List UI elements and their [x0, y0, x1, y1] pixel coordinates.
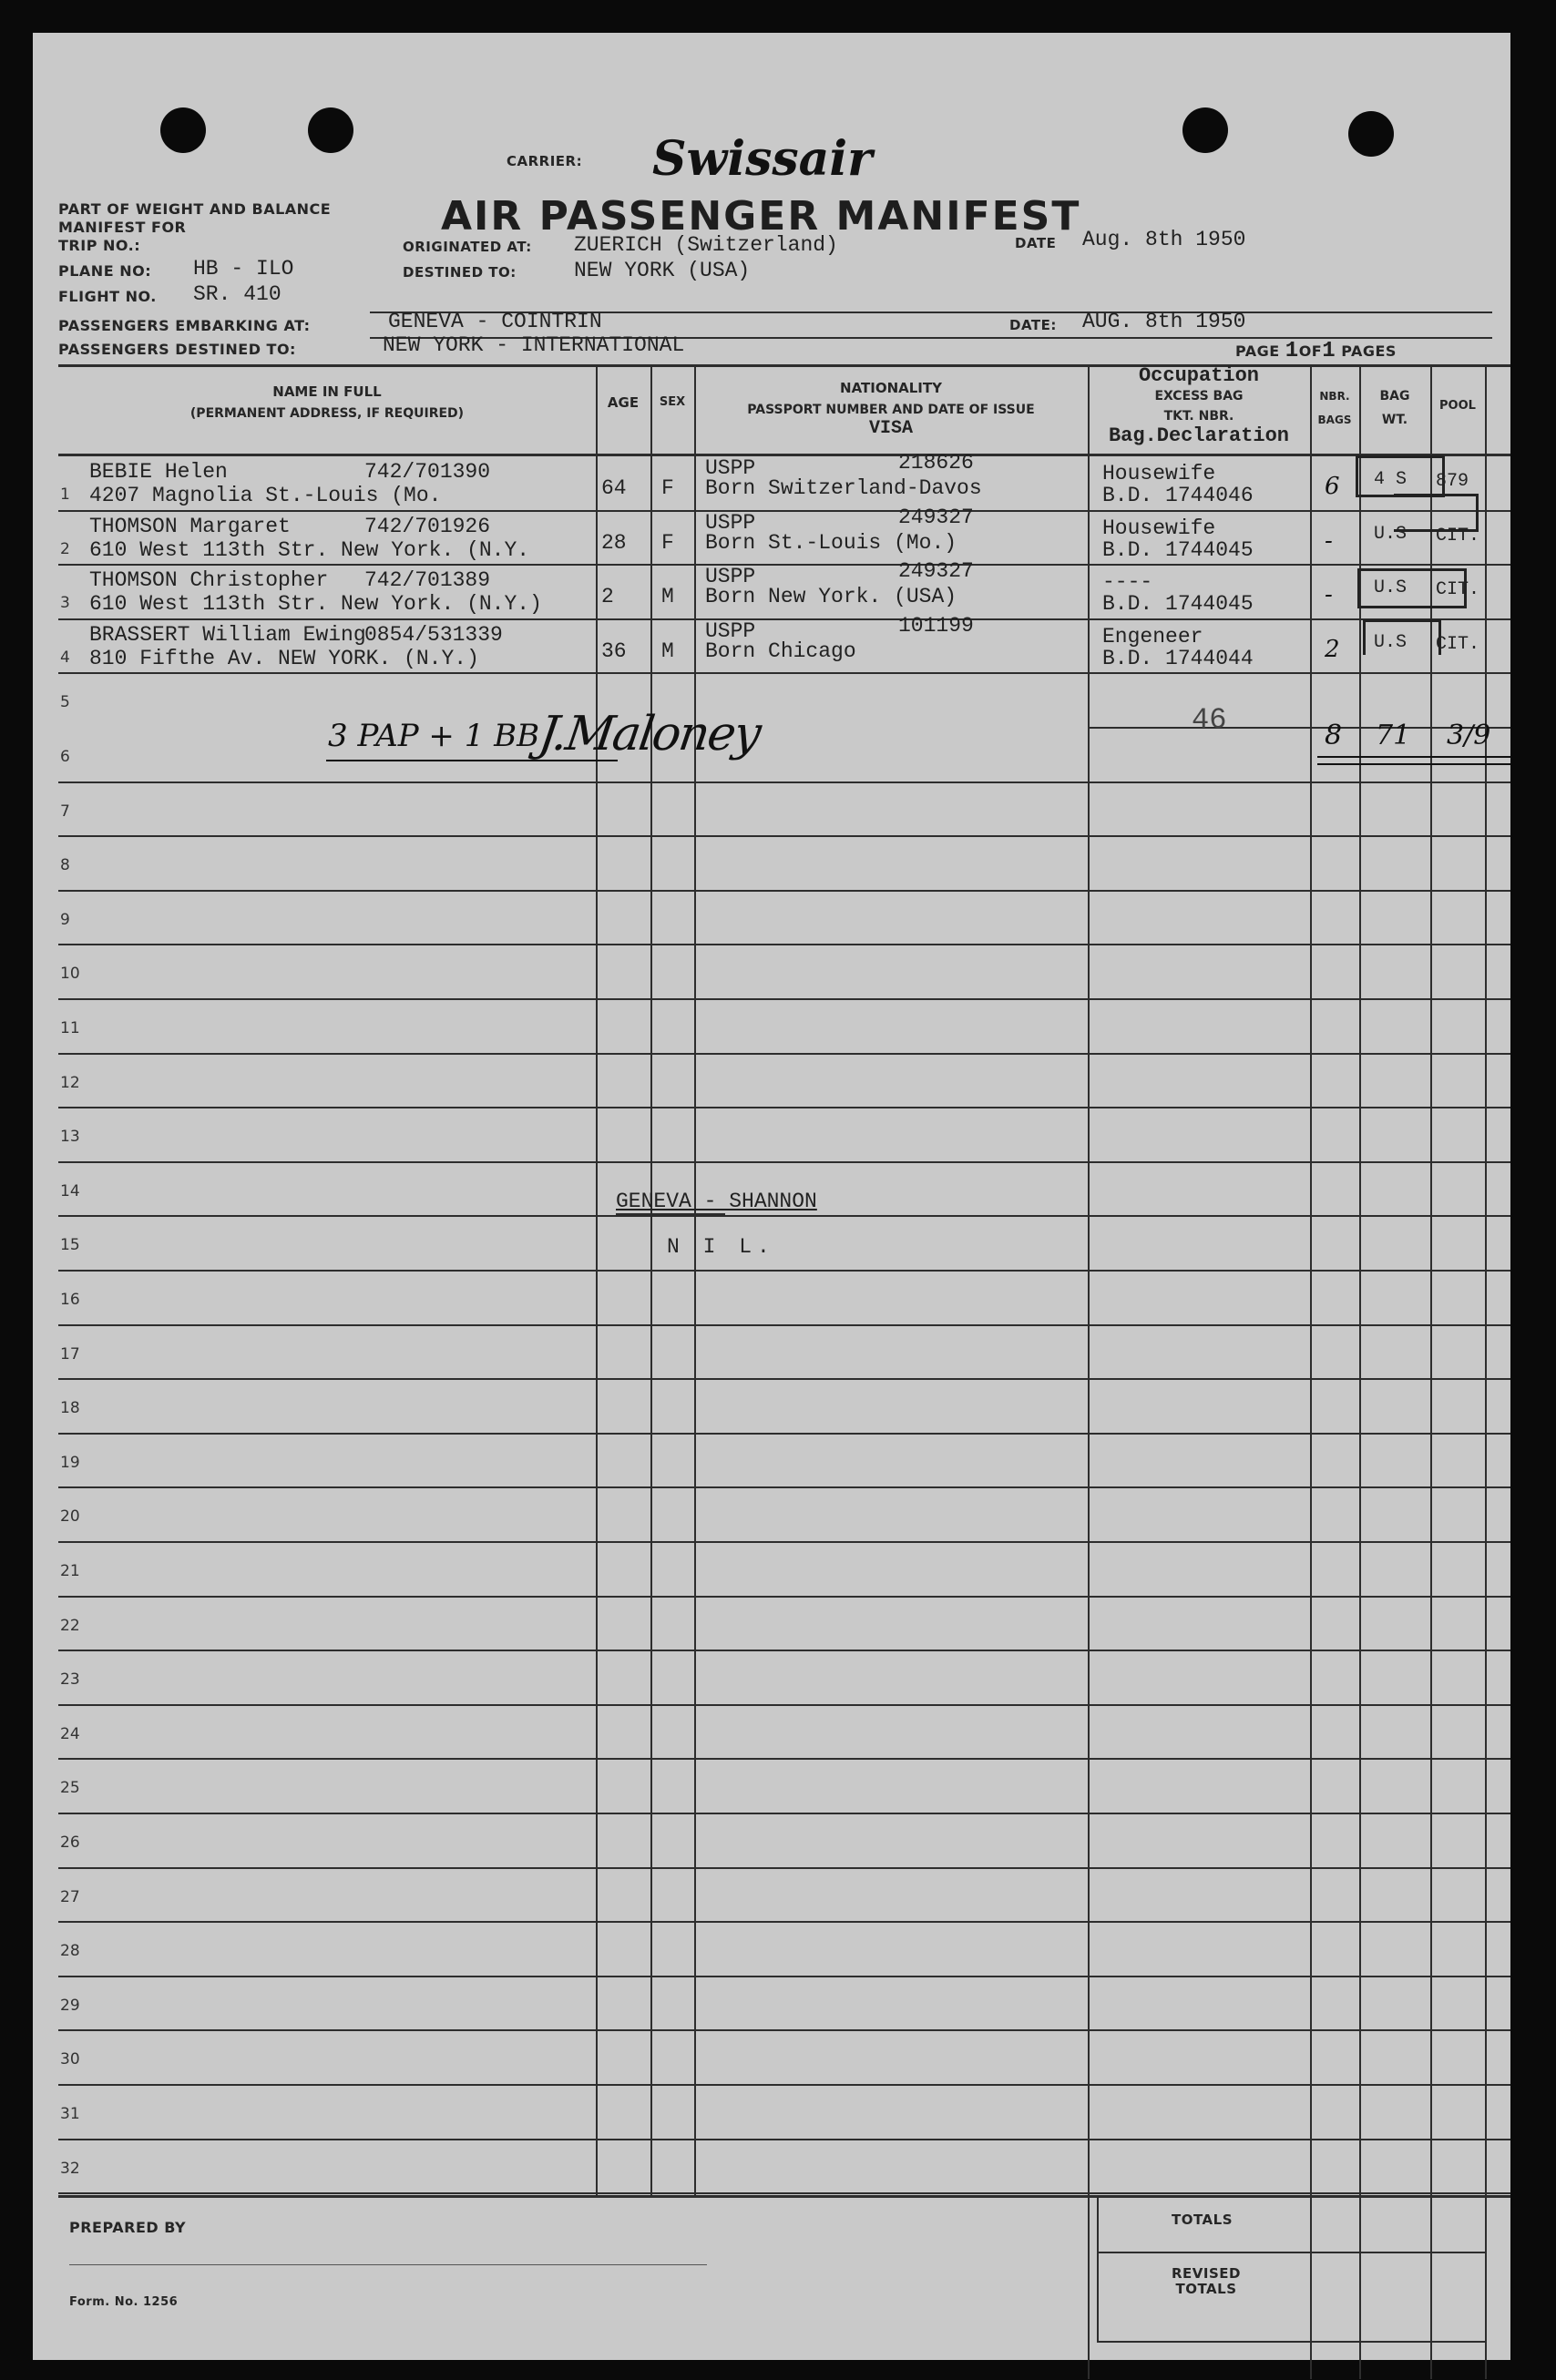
passport-type: USPP: [705, 565, 756, 588]
bag-declaration: B.D. 1744046: [1102, 484, 1254, 507]
grid-row-line: [58, 890, 1510, 892]
col-head-name-line2: (PERMANENT ADDRESS, IF REQUIRED): [189, 406, 465, 421]
passenger-sex: F: [661, 476, 674, 500]
bag-weight: 4 S: [1374, 469, 1408, 490]
grid-row-line: [58, 1378, 1510, 1380]
date-label: DATE: [1015, 235, 1057, 251]
grid-row-line: [58, 835, 1510, 837]
grid-row-line: [58, 1867, 1510, 1869]
passenger-age: 2: [601, 585, 614, 608]
route-note: GENEVA - SHANNON: [616, 1190, 817, 1213]
passport-type: USPP: [705, 511, 756, 535]
passenger-name: BRASSERT William Ewing: [89, 623, 366, 647]
dest-label: PASSENGERS DESTINED TO:: [58, 341, 296, 358]
plane-value: HB - ILO: [193, 257, 294, 281]
col-head-name: [58, 381, 596, 424]
grid-row-line: [58, 1758, 1510, 1760]
birthplace: Born St.-Louis (Mo.): [705, 531, 957, 555]
grid-row-line: [58, 944, 1510, 945]
row-number: 23: [60, 1670, 80, 1689]
form-number: Form. No. 1256: [69, 2295, 179, 2309]
destined-value: NEW YORK (USA): [574, 259, 751, 282]
grid-row-line: [58, 564, 1510, 566]
row-number: 14: [60, 1182, 80, 1200]
grid-row-line: [58, 1921, 1510, 1923]
row5-bags: 8: [1325, 720, 1343, 751]
col-head-bag-line1: BAG: [1379, 389, 1410, 403]
bags-count: -: [1325, 581, 1333, 608]
passenger-sex: F: [661, 531, 674, 555]
row-number: 3: [60, 594, 70, 612]
col-head-sex: SEX: [659, 395, 686, 409]
bag-stamp: [1394, 494, 1479, 532]
row-number: 18: [60, 1399, 80, 1417]
col-head-occ-line2: EXCESS BAG: [1154, 389, 1244, 403]
col-head-nat-line1: NATIONALITY: [840, 380, 942, 396]
row-number: 13: [60, 1128, 80, 1146]
page-total: 1: [1322, 339, 1336, 363]
passport-number: 218626: [898, 451, 974, 475]
col-head-occ-line3: TKT. NBR.: [1163, 409, 1234, 424]
grid-row-line: [58, 2084, 1510, 2086]
col-head-occ-line1: Occupation: [1138, 364, 1260, 387]
bag-stamp: [1357, 568, 1467, 608]
occupation: Housewife: [1102, 516, 1216, 540]
row-number: 5: [60, 693, 70, 711]
bag-weight: U.S: [1374, 577, 1408, 598]
manifest-sheet: [33, 33, 1510, 2360]
row-number: 27: [60, 1888, 80, 1906]
ticket-number: 742/701926: [364, 515, 491, 538]
bag-declaration: B.D. 1744045: [1102, 592, 1254, 616]
ticket-number: 0854/531339: [364, 623, 503, 647]
row-number: 6: [60, 748, 70, 766]
col-head-nat-line2: PASSPORT NUMBER AND DATE OF ISSUE: [747, 403, 1035, 417]
left-block-line1: PART OF WEIGHT AND BALANCE: [58, 200, 332, 218]
col-head-nationality: [694, 377, 1088, 437]
destined-label: DESTINED TO:: [403, 264, 517, 281]
birthplace: Born Switzerland-Davos: [705, 476, 982, 500]
page-title: AIR PASSENGER MANIFEST: [441, 193, 1081, 240]
grid-row-line: [58, 672, 1510, 674]
page-indicator: [1235, 339, 1397, 363]
bag-weight: U.S: [1374, 524, 1408, 545]
bag-stamp: [1363, 619, 1441, 655]
row-number: 20: [60, 1507, 80, 1526]
grid-row-line: [58, 1596, 1510, 1598]
row-number: 16: [60, 1291, 80, 1309]
row-number: 15: [60, 1236, 80, 1254]
col-head-pool: POOL: [1439, 399, 1476, 413]
bag-stamp: [1356, 455, 1445, 497]
revised-line1: REVISED: [1172, 2265, 1241, 2282]
occupation-total: 46: [1192, 703, 1227, 737]
grid-row-line: [58, 1433, 1510, 1435]
dest-value: NEW YORK - INTERNATIONAL: [383, 333, 685, 357]
passenger-name: THOMSON Margaret: [89, 515, 291, 538]
grid-row-line: [58, 1053, 1510, 1055]
pool-value: CIT.: [1436, 526, 1480, 546]
passenger-name: THOMSON Christopher: [89, 568, 329, 592]
page-label: PAGE: [1235, 342, 1280, 360]
grid-row-line: [58, 1324, 1510, 1326]
embark-date-value: AUG. 8th 1950: [1082, 310, 1246, 333]
punch-hole: [308, 107, 353, 153]
embark-date-label: DATE:: [1009, 317, 1057, 333]
grid-row-line: [58, 1107, 1510, 1108]
row-number: 8: [60, 856, 70, 874]
row-number: 22: [60, 1617, 80, 1635]
col-head-bag-wt: [1359, 384, 1430, 432]
passport-number: 249327: [898, 506, 974, 529]
row-number: 19: [60, 1454, 80, 1472]
occupation: Engeneer: [1102, 625, 1203, 649]
row-number: 2: [60, 540, 70, 558]
col-head-visa: VISA: [868, 418, 913, 439]
grid-row-line: [58, 1976, 1510, 1977]
revised-line2: TOTALS: [1175, 2281, 1237, 2297]
birthplace: Born New York. (USA): [705, 585, 957, 608]
pages-label: PAGES: [1341, 342, 1397, 360]
flight-value: SR. 410: [193, 282, 282, 306]
passenger-address: 4207 Magnolia St.-Louis (Mo.: [89, 484, 442, 507]
page-number: 1: [1285, 339, 1299, 363]
row-number: 30: [60, 2050, 80, 2068]
row-number: 24: [60, 1725, 80, 1743]
row-number: 4: [60, 649, 70, 667]
plane-label: PLANE NO:: [58, 262, 152, 280]
col-head-bag-line2: WT.: [1381, 413, 1408, 427]
row-number: 31: [60, 2105, 80, 2123]
row-number: 25: [60, 1779, 80, 1797]
left-block-line2: MANIFEST FOR: [58, 219, 187, 236]
bag-declaration: B.D. 1744045: [1102, 538, 1254, 562]
grid-row-line: [58, 998, 1510, 1000]
pool-value: 879: [1436, 471, 1469, 492]
grid-row-line: [58, 1650, 1510, 1651]
passenger-age: 36: [601, 639, 627, 663]
flight-label: FLIGHT NO.: [58, 288, 157, 305]
carrier-logo: Swissair: [652, 131, 873, 187]
grid-row-line: [58, 2192, 1510, 2194]
passport-type: USPP: [705, 619, 756, 643]
embarking-label: PASSENGERS EMBARKING AT:: [58, 317, 311, 334]
bags-count: 2: [1325, 636, 1340, 663]
col-head-name-line1: NAME IN FULL: [272, 383, 382, 400]
grid-row-line: [58, 1541, 1510, 1543]
bag-weight: U.S: [1374, 632, 1408, 653]
grid-row-line: [58, 510, 1510, 512]
originated-label: ORIGINATED AT:: [403, 239, 532, 255]
row-number: 10: [60, 965, 80, 983]
grid-row-line: [58, 1486, 1510, 1488]
passenger-address: 610 West 113th Str. New York. (N.Y.: [89, 538, 530, 562]
grid-row-line: [58, 781, 1510, 783]
passenger-name: BEBIE Helen: [89, 460, 228, 484]
birthplace: Born Chicago: [705, 639, 856, 663]
passenger-age: 28: [601, 531, 627, 555]
grid-row-line: [58, 1270, 1510, 1272]
passenger-address: 610 West 113th Str. New York. (N.Y.): [89, 592, 542, 616]
row-number: 12: [60, 1074, 80, 1092]
col-head-nbr-bags: [1310, 384, 1359, 432]
row-number: 26: [60, 1834, 80, 1852]
bags-count: -: [1325, 527, 1333, 555]
row-number: 29: [60, 1997, 80, 2015]
prepared-by-label: PREPARED BY: [69, 2219, 187, 2236]
ticket-number: 742/701390: [364, 460, 491, 484]
passenger-age: 64: [601, 476, 627, 500]
grid-row-line: [58, 1813, 1510, 1814]
revised-totals-label: [1172, 2266, 1241, 2297]
passenger-sex: M: [661, 585, 674, 608]
col-head-nbr-line2: BAGS: [1317, 414, 1352, 426]
punch-hole: [160, 107, 206, 153]
handwritten-note: 3 PAP + 1 BB: [328, 718, 540, 754]
date-value: Aug. 8th 1950: [1082, 228, 1246, 251]
grid-row-line: [58, 1704, 1510, 1706]
col-head-nbr-line1: NBR.: [1319, 390, 1350, 403]
bags-count: 6: [1325, 473, 1340, 500]
grid-row-line: [58, 1161, 1510, 1163]
passenger-address: 810 Fifthe Av. NEW YORK. (N.Y.): [89, 647, 479, 670]
occupation: ----: [1102, 570, 1153, 594]
row5-weight: 71: [1376, 720, 1411, 751]
page-of: OF: [1298, 342, 1323, 360]
occupation: Housewife: [1102, 462, 1216, 485]
row-number: 32: [60, 2160, 80, 2178]
grid-row-line: [58, 618, 1510, 620]
grid-row-line: [58, 2139, 1510, 2140]
pool-value: CIT.: [1436, 634, 1480, 655]
row-number: 11: [60, 1019, 80, 1037]
row-number: 28: [60, 1942, 80, 1960]
grid-row-line: [58, 2029, 1510, 2031]
passport-number: 249327: [898, 559, 974, 583]
carrier-label: CARRIER:: [507, 153, 583, 169]
passport-type: USPP: [705, 456, 756, 480]
row-number: 17: [60, 1345, 80, 1364]
row-number: 9: [60, 911, 70, 929]
signature: J.Maloney: [535, 707, 763, 761]
originated-value: ZUERICH (Switzerland): [574, 233, 838, 257]
row-number: 21: [60, 1562, 80, 1580]
punch-hole: [1348, 111, 1394, 157]
row5-pool: 3/9: [1447, 720, 1491, 751]
grid-row-line: [58, 1215, 1510, 1217]
nil-note: N I L.: [667, 1235, 775, 1259]
col-head-age: AGE: [607, 394, 640, 411]
embarking-value: GENEVA - COINTRIN: [388, 310, 602, 333]
row-number: 7: [60, 802, 70, 821]
ticket-number: 742/701389: [364, 568, 491, 592]
punch-hole: [1182, 107, 1228, 153]
passport-number: 101199: [898, 614, 974, 638]
trip-label: TRIP NO.:: [58, 237, 141, 254]
col-head-occupation: [1088, 366, 1310, 446]
passenger-sex: M: [661, 639, 674, 663]
col-head-occ-line4: Bag.Declaration: [1108, 424, 1290, 447]
totals-label: TOTALS: [1172, 2211, 1234, 2228]
row-number: 1: [60, 485, 70, 504]
pool-value: CIT.: [1436, 579, 1480, 600]
bag-declaration: B.D. 1744044: [1102, 647, 1254, 670]
